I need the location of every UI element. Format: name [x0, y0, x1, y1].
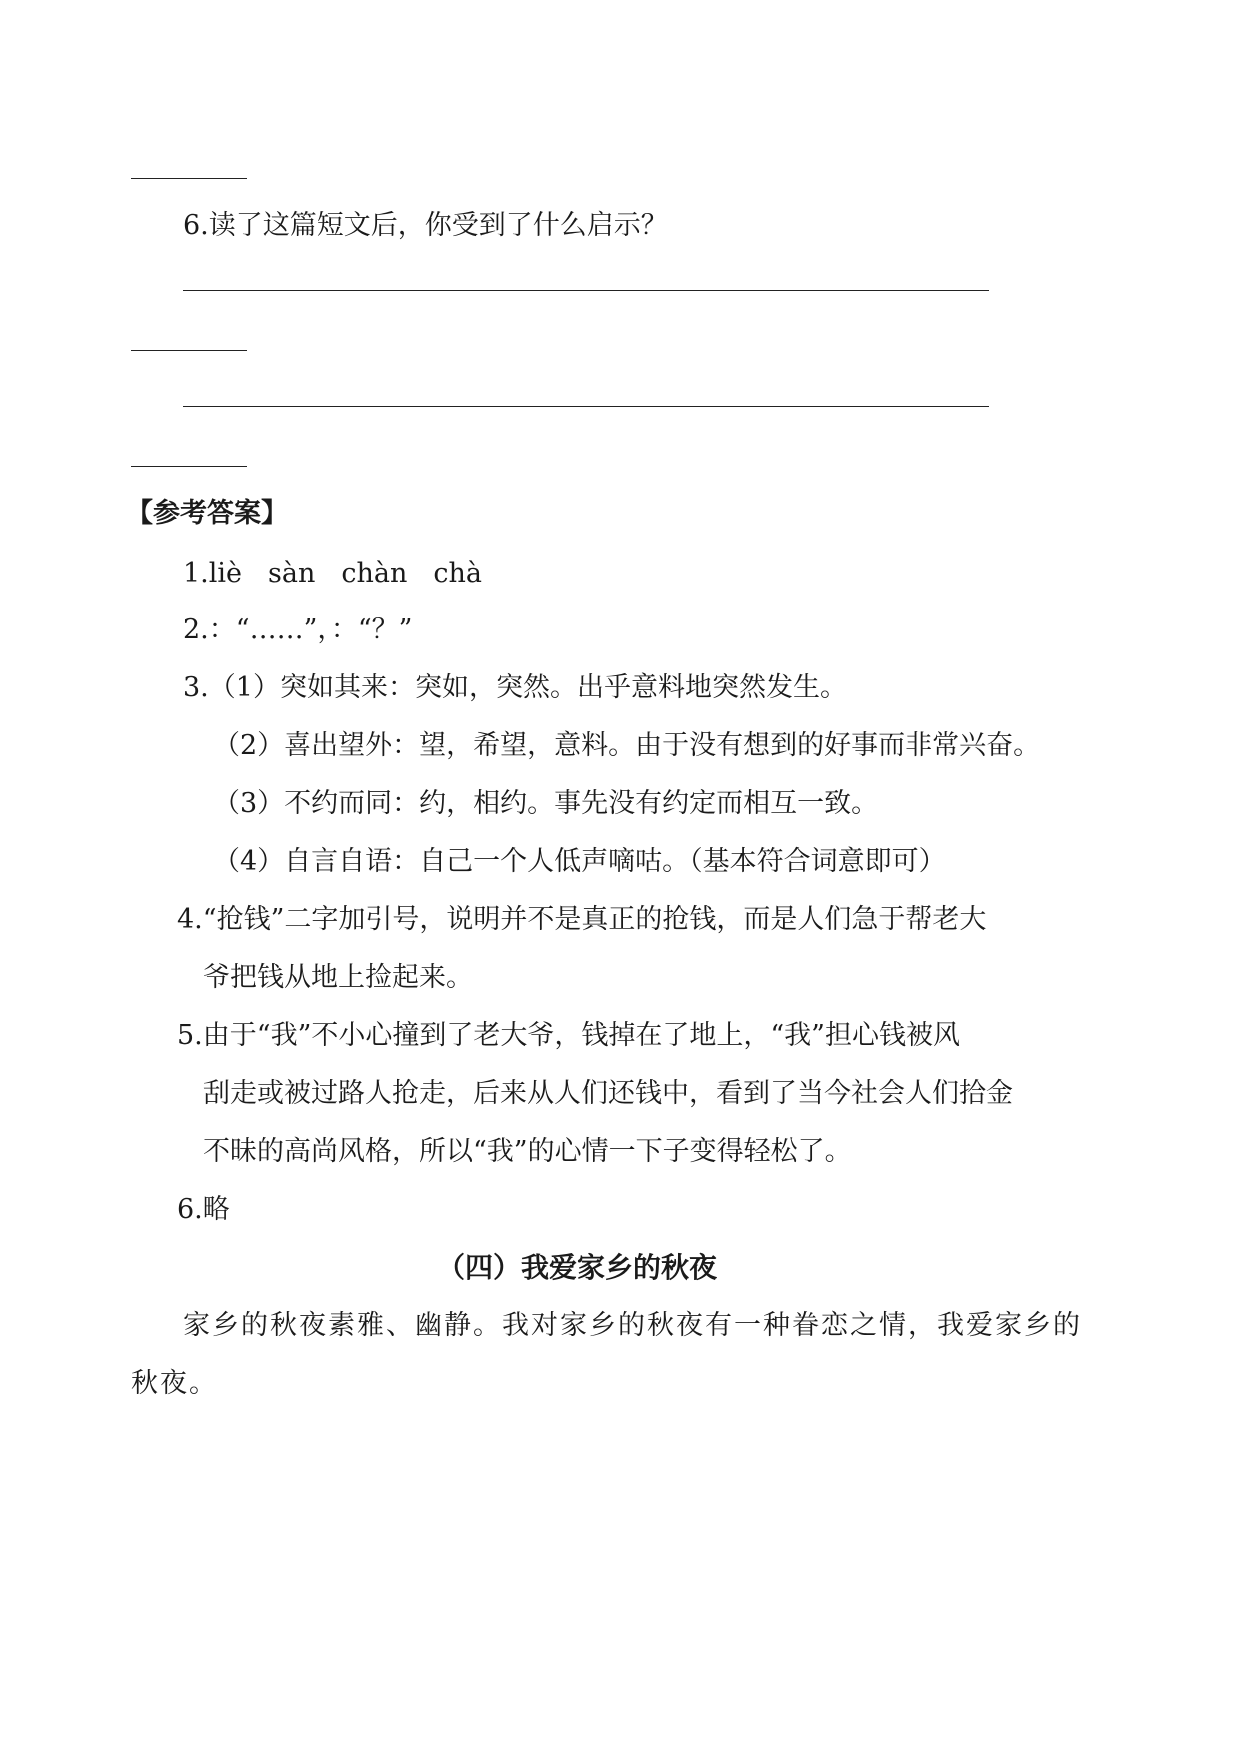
answer-5-line-1: 5.由于“我”不小心撞到了老大爷，钱掉在了地上，“我”担心钱被风	[177, 1020, 960, 1051]
pinyin: sàn	[268, 558, 316, 589]
answer-6: 6.略	[177, 1194, 230, 1225]
pinyin: liè	[208, 558, 243, 589]
answer-line-long[interactable]	[183, 406, 989, 407]
answer-line-short[interactable]	[131, 178, 247, 179]
answer-1-number: 1.	[183, 558, 209, 589]
answer-4-line-1: 4.“抢钱”二字加引号，说明并不是真正的抢钱，而是人们急于帮老大	[177, 904, 987, 935]
answer-3-line-4: （4）自言自语：自己一个人低声嘀咕。（基本符合词意即可）	[213, 846, 946, 877]
answer-5-line-3: 不昧的高尚风格，所以“我”的心情一下子变得轻松了。	[203, 1136, 852, 1167]
answer-2: 2.：“……”，：“？”	[183, 614, 413, 645]
answer-3-line-1: 3.（1）突如其来：突如，突然。出乎意料地突然发生。	[183, 672, 847, 703]
section-title: （四）我爱家乡的秋夜	[437, 1251, 718, 1284]
pinyin: chà	[433, 558, 482, 589]
answer-3-line-3: （3）不约而同：约，相约。事先没有约定而相互一致。	[213, 788, 879, 819]
answers-heading: 【参考答案】	[126, 498, 288, 529]
answer-1	[183, 556, 508, 592]
answer-line-short[interactable]	[131, 466, 247, 467]
paragraph-line-2: 秋夜。	[131, 1368, 218, 1399]
answer-5-line-2: 刮走或被过路人抢走，后来从人们还钱中，看到了当今社会人们拾金	[203, 1078, 1013, 1109]
answer-4-line-2: 爷把钱从地上捡起来。	[203, 962, 473, 993]
pinyin: chàn	[341, 558, 408, 589]
question-6: 6.读了这篇短文后，你受到了什么启示？	[183, 210, 668, 241]
answer-line-long[interactable]	[183, 290, 989, 291]
answer-line-short[interactable]	[131, 350, 247, 351]
answer-3-line-2: （2）喜出望外：望，希望，意料。由于没有想到的好事而非常兴奋。	[213, 730, 1041, 761]
paragraph-line-1: 家乡的秋夜素雅、幽静。我对家乡的秋夜有一种眷恋之情，我爱家乡的	[183, 1310, 1082, 1341]
